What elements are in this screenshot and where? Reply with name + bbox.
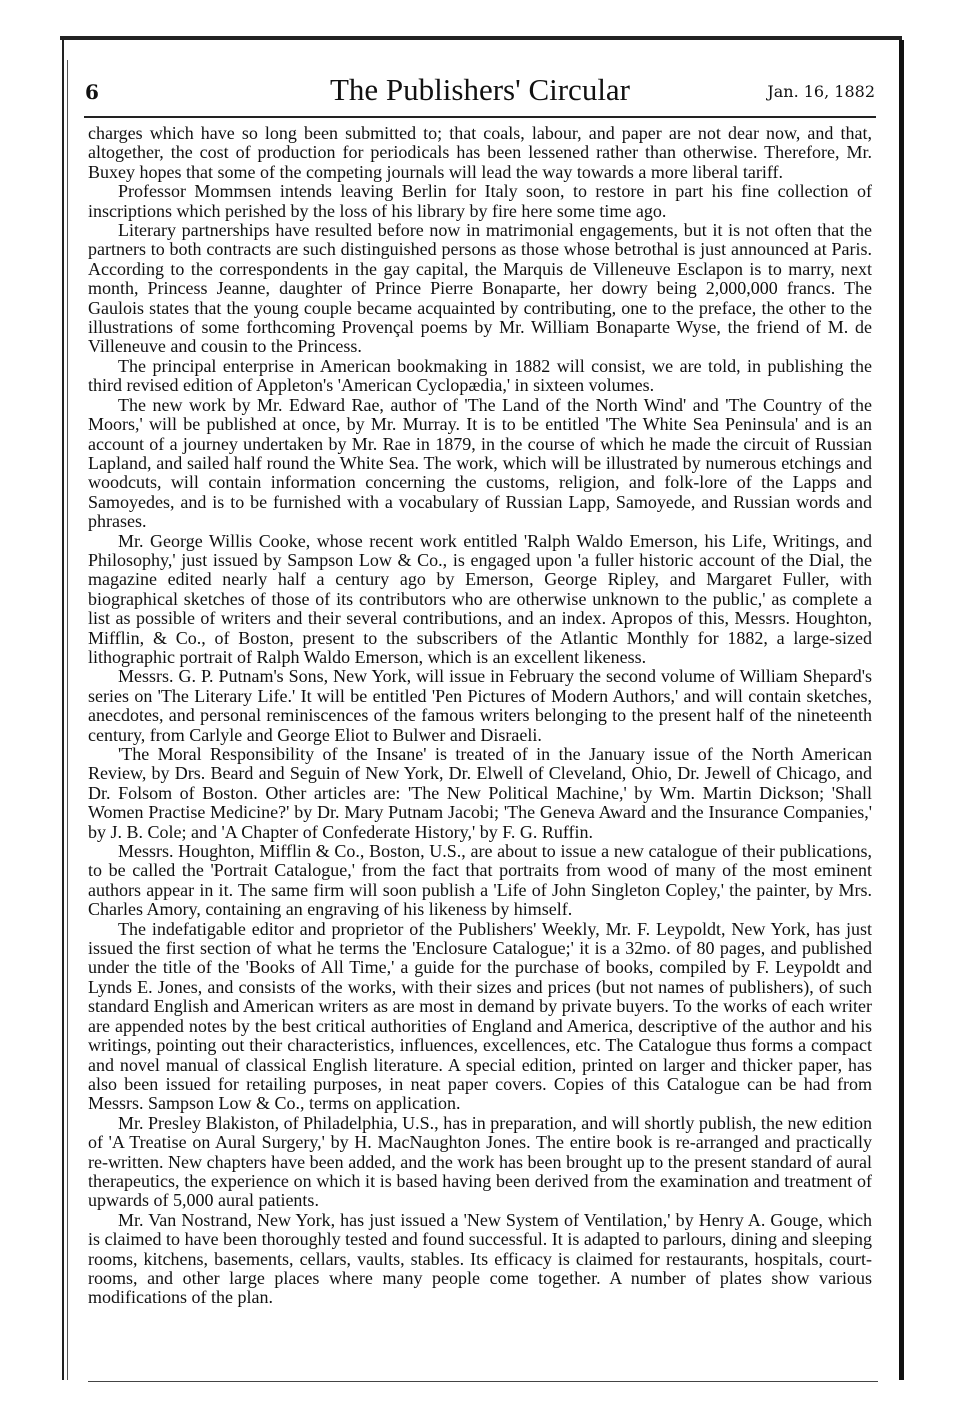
right-border-rule: [899, 40, 904, 1380]
journal-title: The Publishers' Circular: [329, 72, 631, 107]
left-inner-rule: [67, 60, 68, 1380]
page-header: [85, 72, 875, 108]
footer-rule: [88, 1381, 878, 1382]
paragraph: Literary partnerships have resulted before now in matrimonial engagements, but it is not often that the partners to both contracts are such distinguished persons as those whose betrothal is just announced at Paris. According to the correspondents in the gay capital, the Marquis de Villeneuve Esclapon is to marry, next month, Princess Jeanne, daughter of Prince Pierre Bonaparte, her dowry being 2,000,000 francs. The Gaulois states that the young couple became acquainted by contributing, one to the preface, the other to the illustrations of some forthcoming Provençal poems by Mr. William Bonaparte Wyse, the friend of M. de Villeneuve and cousin to the Princess.: [88, 220, 872, 357]
issue-date: Jan. 16, 1882: [767, 82, 875, 101]
paragraph: Mr. George Willis Cooke, whose recent work entitled 'Ralph Waldo Emerson, his Life, Writings, and Philosophy,' just issued by Sampson Low & Co., is engaged upon 'a fuller historic account of the Dial, the magazine edited nearly half a century ago by Emerson, George Ripley, and Margaret Fuller, with biographical sketches of those of its contributors who are otherwise unknown to the public,' as complete a list as possible of writers and their several contributions, and an index. Apropos of this, Messrs. Houghton, Mifflin, & Co., of Boston, present to the subscribers of the Atlantic Monthly for 1882, a large-sized lithographic portrait of Ralph Waldo Emerson, which is an excellent likeness.: [88, 530, 872, 667]
paragraph: The new work by Mr. Edward Rae, author of 'The Land of the North Wind' and 'The Country of the Moors,' will be published at once, by Mr. Murray. It is to be entitled 'The White Sea Peninsula' and is an account of a journey undertaken by Mr. Rae in 1879, in the course of which he made the circuit of Russian Lapland, and sailed half round the White Sea. The work, which will be illustrated by numerous etchings and woodcuts, will contain information concerning the customs, religion, and folk-lore of the Lapps and Samoyedes, and is to be furnished with a vocabulary of Russian Lapp, Samoyede, and Russian words and phrases.: [88, 394, 872, 532]
top-border: [60, 36, 902, 40]
paragraph: Mr. Presley Blakiston, of Philadelphia, U.S., has in preparation, and will shortly publish, the new edition of 'A Treatise on Aural Surgery,' by H. MacNaughton Jones. The entire book is re-arranged and practically re-written. New chapters have been added, and the work has been brought up to the present standard of aural therapeutics, the experience on which it is based having been derived from the examination and treatment of upwards of 5,000 aural patients.: [88, 1112, 872, 1211]
paragraph: Messrs. G. P. Putnam's Sons, New York, will issue in February the second volume of William Shepard's series on 'The Literary Life.' It will be entitled 'Pen Pictures of Modern Authors,' and will contain sketches, anecdotes, and personal reminiscences of the famous writers belonging to the present half of the nineteenth century, from Carlyle and George Eliot to Bulwer and Disraeli.: [88, 666, 872, 745]
paragraph: Messrs. Houghton, Mifflin & Co., Boston, U.S., are about to issue a new catalogue of their publications, to be called the 'Portrait Catalogue,' from the fact that portraits from wood of many of the most eminent authors appear in it. The same firm will soon publish a 'Life of John Singleton Copley,' the painter, by Mrs. Charles Amory, containing an engraving of his likeness by himself.: [88, 841, 872, 920]
page-number: 6: [85, 80, 99, 104]
article-body: [88, 124, 872, 1308]
paragraph: 'The Moral Responsibility of the Insane' is treated of in the January issue of the North American Review, by Drs. Beard and Seguin of New York, Dr. Elwell of Cleveland, Ohio, Dr. Jewell of Chicago, and Dr. Folsom of Boston. Other articles are: 'The New Political Machine,' by Wm. Martin Dickson; 'Shall Women Practise Medicine?' by Dr. Mary Putnam Jacobi; 'The Geneva Award and the Insurance Companies,' by J. B. Cole; and 'A Chapter of Confederate History,' by F. G. Ruffin.: [88, 744, 872, 842]
paragraph: The principal enterprise in American bookmaking in 1882 will consist, we are told, in publishing the third revised edition of Appleton's 'American Cyclopædia,' in sixteen volumes.: [88, 355, 872, 396]
paragraph: The indefatigable editor and proprietor of the Publishers' Weekly, Mr. F. Leypoldt, New York, has just issued the first section of what he terms the 'Enclosure Catalogue;' it is a 32mo. of 80 pages, and published under the title of the 'Books of All Time,' a guide for the purchase of books, compiled by F. Leypoldt and Lynds E. Jones, and consists of the works, with their sizes and prices (but not names of publishers), of such standard English and American writers as are most in demand by private buyers. To the works of each writer are appended notes by the best critical authorities of England and America, descriptive of the author and his writings, pointing out their characteristics, influences, excellences, etc. The Catalogue thus forms a compact and novel manual of classical English literature. A special edition, printed on larger and thicker paper, has also been issued for retailing purposes, in neat paper covers. Copies of this Catalogue can be had from Messrs. Sampson Low & Co., terms on application.: [88, 918, 872, 1114]
paragraph: charges which have so long been submitted to; that coals, labour, and paper are not dear now, and that, altogether, the cost of production for periodicals has been lessened rather than otherwise. Therefore, Mr. Buxey hopes that some of the competing journals will lead the way towards a more liberal tariff.: [88, 123, 872, 182]
left-border-rule: [62, 40, 64, 1380]
paragraph: Professor Mommsen intends leaving Berlin for Italy soon, to restore in part his fine collection of inscriptions which perished by the loss of his library by fire here some time ago.: [88, 181, 872, 221]
paragraph: Mr. Van Nostrand, New York, has just issued a 'New System of Ventilation,' by Henry A. Gouge, which is claimed to have been thoroughly tested and found successful. It is adapted to parlours, dining and sleeping rooms, kitchens, basements, cellars, vaults, stables. Its efficacy is claimed for restaurants, hospitals, court-rooms, and other large places where many people come together. A number of plates show various modifications of the plan.: [88, 1209, 872, 1308]
header-rule: [84, 116, 876, 118]
page-edge-left: [0, 0, 60, 1423]
